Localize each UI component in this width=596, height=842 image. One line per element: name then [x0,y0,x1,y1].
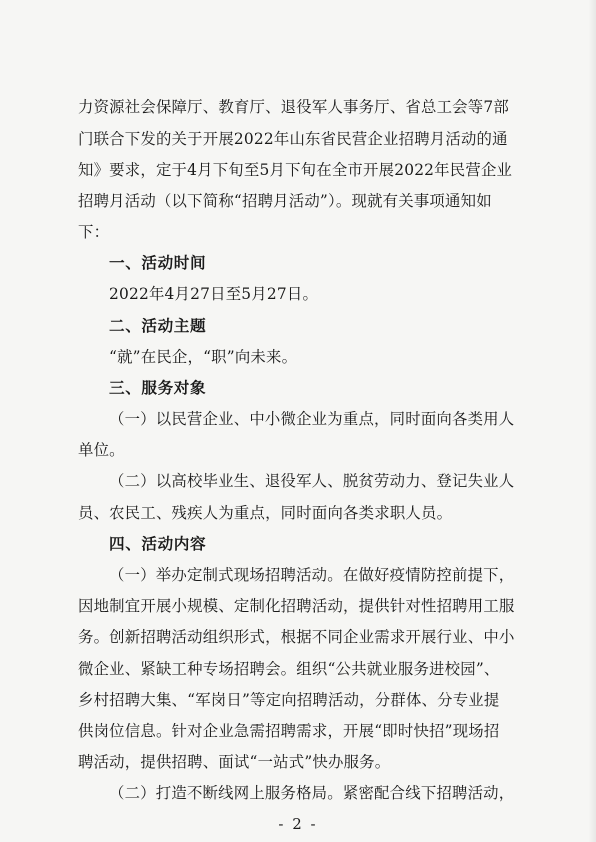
section-heading-activity-content: 四、活动内容 [109,535,207,553]
service-target-item2-line1: （二）以高校毕业生、退役军人、脱贫劳动力、登记失业人 [109,472,515,490]
activity-time-text: 2022年4月27日至5月27日。 [109,285,319,303]
section-heading-service-target: 三、服务对象 [109,379,207,397]
page-number: - 2 - [278,815,318,833]
activity-content-item1-line3: 务。创新招聘活动组织形式，根据不同企业需求开展行业、中小 [78,628,515,646]
activity-content-item1-line5: 乡村招聘大集、“军岗日”等定向招聘活动，分群体、分专业提 [78,691,500,709]
scan-edge-shadow [588,0,596,842]
paragraph-line: 下： [78,223,110,241]
activity-content-item1-line2: 因地制宜开展小规模、定制化招聘活动，提供针对性招聘用工服 [78,597,515,615]
activity-content-item1-line6: 供岗位信息。针对企业急需招聘需求，开展“即时快招”现场招 [78,722,500,740]
paragraph-line: 力资源社会保障厅、教育厅、退役军人事务厅、省总工会等7部 [78,98,509,116]
section-heading-activity-theme: 二、活动主题 [109,317,207,335]
activity-content-item1-line1: （一）举办定制式现场招聘活动。在做好疫情防控前提下， [109,566,515,584]
activity-theme-text: “就”在民企，“职”向未来。 [109,348,298,366]
service-target-item1-line2: 单位。 [78,441,125,459]
activity-content-item2-line1: （二）打造不断线网上服务格局。紧密配合线下招聘活动， [109,784,515,802]
paragraph-line: 知》要求，定于4月下旬至5月下旬在全市开展2022年民营企业 [78,161,513,179]
paragraph-line: 招聘月活动（以下简称“招聘月活动”）。现就有关事项通知如 [78,192,492,210]
activity-content-item1-line7: 聘活动，提供招聘、面试“一站式”快办服务。 [78,753,391,771]
service-target-item1-line1: （一）以民营企业、中小微企业为重点，同时面向各类用人 [109,410,515,428]
activity-content-item1-line4: 微企业、紧缺工种专场招聘会。组织“公共就业服务进校园”、 [78,660,500,678]
section-heading-activity-time: 一、活动时间 [109,254,207,272]
service-target-item2-line2: 员、农民工、残疾人为重点，同时面向各类求职人员。 [78,504,453,522]
paragraph-line: 门联合下发的关于开展2022年山东省民营企业招聘月活动的通 [78,130,508,148]
